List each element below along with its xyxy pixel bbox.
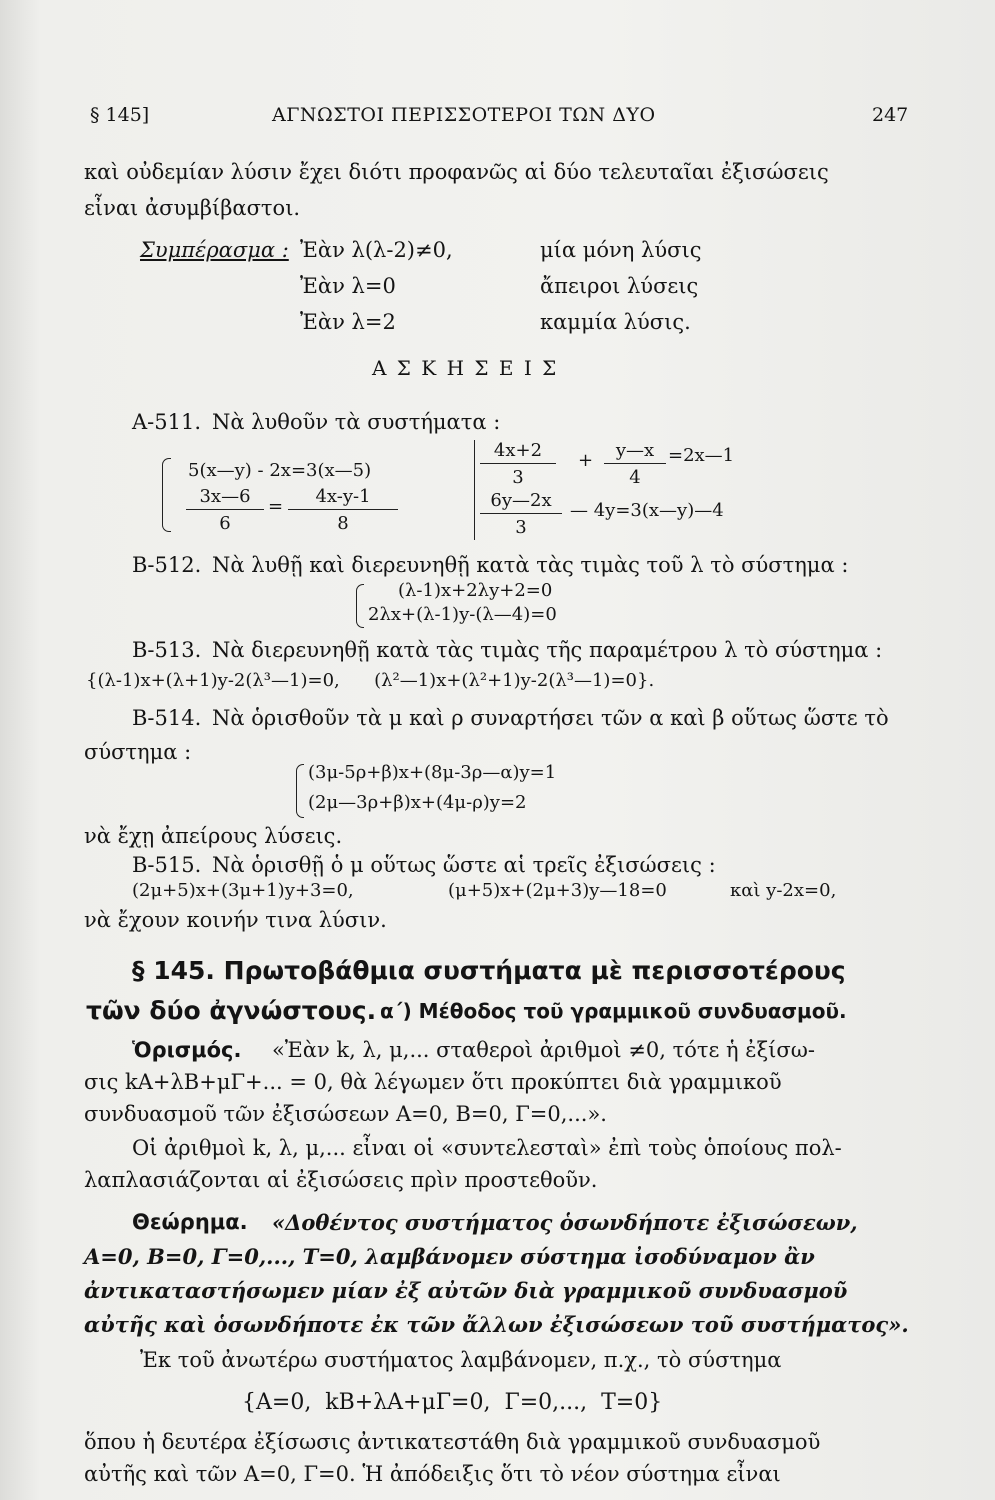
a511-right-frac3-den: 3 <box>515 517 527 538</box>
definition-label: Ὁρισμός. <box>132 1038 242 1062</box>
b515-eq1: (2μ+5)x+(3μ+1)y+3=0, <box>132 880 354 901</box>
section-subtitle: α΄) Μέθοδος τοῦ γραμμικοῦ συνδυασμοῦ. <box>380 999 847 1023</box>
a511-left-frac2 <box>288 486 398 534</box>
a511-right-frac1-den: 3 <box>512 467 524 488</box>
a511-left-frac1-den: 6 <box>219 513 231 534</box>
intro-line-2: εἶναι ἀσυμβίβαστοι. <box>84 196 301 220</box>
conclusion-result-2: ἄπειροι λύσεις <box>540 274 699 298</box>
b515-eq3: καὶ y-2x=0, <box>730 880 837 901</box>
a511-right-rhs2: — 4y=3(x—y)—4 <box>570 500 724 521</box>
a511-right-frac2-den: 4 <box>629 467 641 488</box>
a511-left-frac1-num: 3x—6 <box>186 486 264 510</box>
page-number: 247 <box>872 104 909 126</box>
b515-label: Β-515. <box>132 853 202 877</box>
a511-right-frac1-num: 4x+2 <box>480 440 556 464</box>
a511-right-frac3-num: 6y—2x <box>480 490 562 514</box>
a511-right-plus: + <box>578 450 594 471</box>
b514-text-2: σύστημα : <box>84 740 192 764</box>
conclusion-condition-2: Ἐὰν λ=0 <box>300 274 396 298</box>
a511-left-brace <box>162 458 171 532</box>
paragraph-2-line-1: Οἱ ἀριθμοὶ k, λ, μ,... εἶναι οἱ «συντελεσταὶ» ἐπὶ τοὺς ὁποίους πολ- <box>132 1136 842 1160</box>
conclusion-label: Συμπέρασμα : <box>140 238 289 262</box>
b515-eq2: (μ+5)x+(2μ+3)y—18=0 <box>448 880 667 901</box>
header-section-ref: § 145] <box>90 104 150 126</box>
a511-left-eq1: 5(x—y) - 2x=3(x—5) <box>188 460 372 481</box>
b514-tail: νὰ ἔχῃ ἀπείρους λύσεις. <box>84 824 343 848</box>
a511-right-frac2 <box>604 440 666 488</box>
b514-label: Β-514. <box>132 706 202 730</box>
section-title-line-1: § 145. Πρωτοβάθμια συστήματα μὲ περισσοτέρους <box>132 956 846 985</box>
exercises-heading: Α Σ Κ Η Σ Ε Ι Σ <box>372 356 559 380</box>
theorem-line-4: αὐτῆς καὶ ὁσωνδήποτε ἐκ τῶν ἄλλων ἐξισώσεων τοῦ συστήματος». <box>84 1312 909 1337</box>
b513-system: {(λ-1)x+(λ+1)y-2(λ³—1)=0, (λ²—1)x+(λ²+1)y-2(λ³—1)=0}. <box>86 670 655 691</box>
a511-left-frac2-num: 4x-y-1 <box>288 486 398 510</box>
b514-text: Νὰ ὁρισθοῦν τὰ μ καὶ ρ συναρτήσει τῶν α καὶ β οὕτως ὥστε τὸ <box>212 706 889 730</box>
paragraph-3-system: {A=0, kB+λA+μΓ=0, Γ=0,..., T=0} <box>242 1390 663 1415</box>
conclusion-result-1: μία μόνη λύσις <box>540 238 702 262</box>
paragraph-3-line-3: αὐτῆς καὶ τῶν A=0, Γ=0. Ἡ ἀπόδειξις ὅτι τὸ νέον σύστημα εἶναι <box>84 1462 781 1486</box>
theorem-line-3: ἀντικαταστήσωμεν μίαν ἐξ αὐτῶν διὰ γραμμικοῦ συνδυασμοῦ <box>84 1278 848 1303</box>
conclusion-result-3: καμμία λύσις. <box>540 310 691 334</box>
a511-right-frac1 <box>480 440 556 488</box>
header-title: ΑΓΝΩΣΤΟΙ ΠΕΡΙΣΣΟΤΕΡΟΙ ΤΩΝ ΔΥΟ <box>272 104 656 126</box>
b514-brace <box>296 764 304 818</box>
definition-line-2: σις kA+λB+μΓ+... = 0, θὰ λέγωμεν ὅτι προκύπτει διὰ γραμμικοῦ <box>84 1070 782 1094</box>
a511-right-brace <box>474 440 475 540</box>
paragraph-3-line-1: Ἐκ τοῦ ἀνωτέρω συστήματος λαμβάνομεν, π.χ., τὸ σύστημα <box>140 1348 782 1372</box>
b512-brace <box>356 584 364 628</box>
b514-eq1: (3μ-5ρ+β)x+(8μ-3ρ—α)y=1 <box>308 762 557 783</box>
b514-eq2: (2μ—3ρ+β)x+(4μ-ρ)y=2 <box>308 792 527 813</box>
conclusion-condition-3: Ἐὰν λ=2 <box>300 310 396 334</box>
theorem-label: Θεώρημα. <box>132 1210 248 1234</box>
a511-text: Νὰ λυθοῦν τὰ συστήματα : <box>212 410 501 434</box>
paragraph-3-line-2: ὅπου ἡ δευτέρα ἐξίσωσις ἀντικατεστάθη διὰ γραμμικοῦ συνδυασμοῦ <box>84 1430 821 1454</box>
b515-text: Νὰ ὁρισθῇ ὁ μ οὕτως ὥστε αἱ τρεῖς ἐξισώσεις : <box>212 853 716 877</box>
conclusion-condition-1: Ἐὰν λ(λ-2)≠0, <box>300 238 453 262</box>
a511-right-frac2-num: y—x <box>604 440 666 464</box>
a511-label: Α-511. <box>132 410 202 434</box>
a511-right-frac3 <box>480 490 562 538</box>
definition-line-1: «Ἐὰν k, λ, μ,... σταθεροὶ ἀριθμοὶ ≠0, τότε ἡ ἐξίσω- <box>272 1038 815 1062</box>
a511-left-frac2-den: 8 <box>337 513 349 534</box>
b512-text: Νὰ λυθῇ καὶ διερευνηθῇ κατὰ τὰς τιμὰς τοῦ λ τὸ σύστημα : <box>212 553 849 577</box>
section-title-line-2: τῶν δύο ἀγνώστους. <box>86 996 377 1025</box>
b513-text: Νὰ διερευνηθῇ κατὰ τὰς τιμὰς τῆς παραμέτρου λ τὸ σύστημα : <box>212 638 883 662</box>
theorem-line-2: A=0, B=0, Γ=0,..., T=0, λαμβάνομεν σύστημα ἰσοδύναμον ἂν <box>84 1244 815 1269</box>
b512-eq2: 2λx+(λ-1)y-(λ—4)=0 <box>368 604 557 625</box>
b512-eq1: (λ-1)x+2λy+2=0 <box>398 580 553 601</box>
b512-label: Β-512. <box>132 553 202 577</box>
a511-left-eq-sign: = <box>268 496 284 517</box>
theorem-line-1: «Δοθέντος συστήματος ὁσωνδήποτε ἐξισώσεων, <box>272 1210 858 1235</box>
b515-tail: νὰ ἔχουν κοινήν τινα λύσιν. <box>84 908 387 932</box>
a511-right-rhs1: =2x—1 <box>668 445 735 466</box>
intro-line-1: καὶ οὐδεμίαν λύσιν ἔχει διότι προφανῶς αἱ δύο τελευταῖαι ἐξισώσεις <box>84 160 829 184</box>
paragraph-2-line-2: λαπλασιάζονται αἱ ἐξισώσεις πρὶν προστεθοῦν. <box>84 1168 598 1192</box>
b513-label: Β-513. <box>132 638 202 662</box>
definition-line-3: συνδυασμοῦ τῶν ἐξισώσεων A=0, B=0, Γ=0,...». <box>84 1102 607 1126</box>
a511-left-frac1 <box>186 486 264 534</box>
